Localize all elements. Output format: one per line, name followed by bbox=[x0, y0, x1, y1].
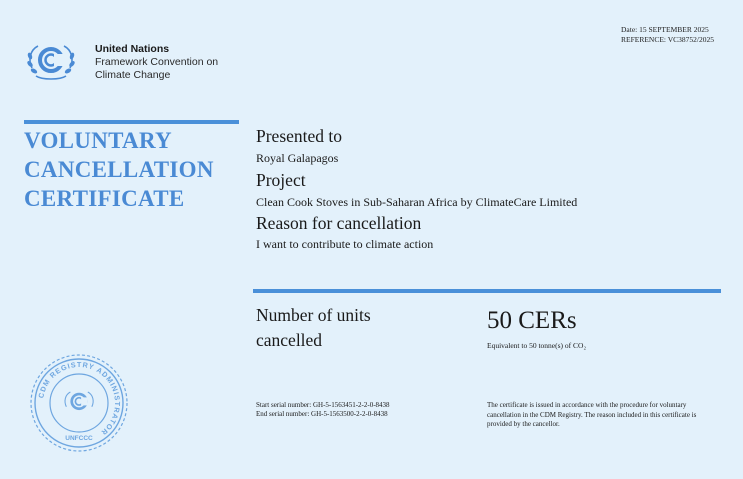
reason-value: I want to contribute to climate action bbox=[256, 237, 434, 251]
title-line-1: VOLUNTARY bbox=[24, 128, 172, 153]
notice-line-3: provided by the cancellor. bbox=[487, 420, 560, 428]
units-cancelled-label bbox=[256, 303, 436, 353]
unfccc-logo-icon bbox=[24, 40, 78, 84]
certificate-meta bbox=[621, 25, 721, 45]
certificate-title bbox=[24, 126, 214, 213]
notice-line-1: The certificate is issued in accordance with the procedure for voluntary bbox=[487, 401, 687, 409]
units-divider bbox=[253, 289, 721, 293]
org-line-1: United Nations bbox=[95, 43, 170, 55]
units-label-line-1: Number of units bbox=[256, 305, 371, 325]
project-value: Clean Cook Stoves in Sub-Saharan Africa by ClimateCare Limited bbox=[256, 195, 578, 209]
org-line-2: Framework Convention on bbox=[95, 56, 219, 68]
seal-ring-text: CDM REGISTRY ADMINISTRATOR bbox=[36, 359, 123, 438]
serial-numbers bbox=[256, 401, 390, 419]
issuance-notice bbox=[487, 401, 737, 430]
project-label: Project bbox=[256, 170, 306, 190]
notice-line-2: cancellation in the CDM Registry. The reason included in this certificate is bbox=[487, 410, 697, 419]
title-divider bbox=[24, 120, 239, 124]
presented-to-value: Royal Galapagos bbox=[256, 151, 339, 165]
start-serial-number: Start serial number: GH-5-1563451-2-2-0-8438 bbox=[256, 401, 390, 409]
title-line-2: CANCELLATION bbox=[24, 157, 214, 182]
seal-bottom-text: UNFCCC bbox=[65, 435, 93, 442]
cdm-registry-seal-icon bbox=[28, 352, 130, 454]
certificate-reference: REFERENCE: VC38752/2025 bbox=[621, 35, 714, 44]
units-label-line-2: cancelled bbox=[256, 330, 323, 350]
org-line-3: Climate Change bbox=[95, 69, 171, 81]
co2-equivalent: Equivalent to 50 tonne(s) of CO₂ bbox=[487, 341, 587, 350]
presented-to-label: Presented to bbox=[256, 126, 343, 146]
certificate-date: Date: 15 SEPTEMBER 2025 bbox=[621, 25, 709, 34]
end-serial-number: End serial number: GH-5-1563500-2-2-0-8438 bbox=[256, 410, 388, 418]
title-line-3: CERTIFICATE bbox=[24, 186, 185, 211]
units-cancelled-value: 50 CERs bbox=[487, 307, 577, 334]
organization-name bbox=[95, 43, 218, 82]
reason-label: Reason for cancellation bbox=[256, 213, 422, 233]
